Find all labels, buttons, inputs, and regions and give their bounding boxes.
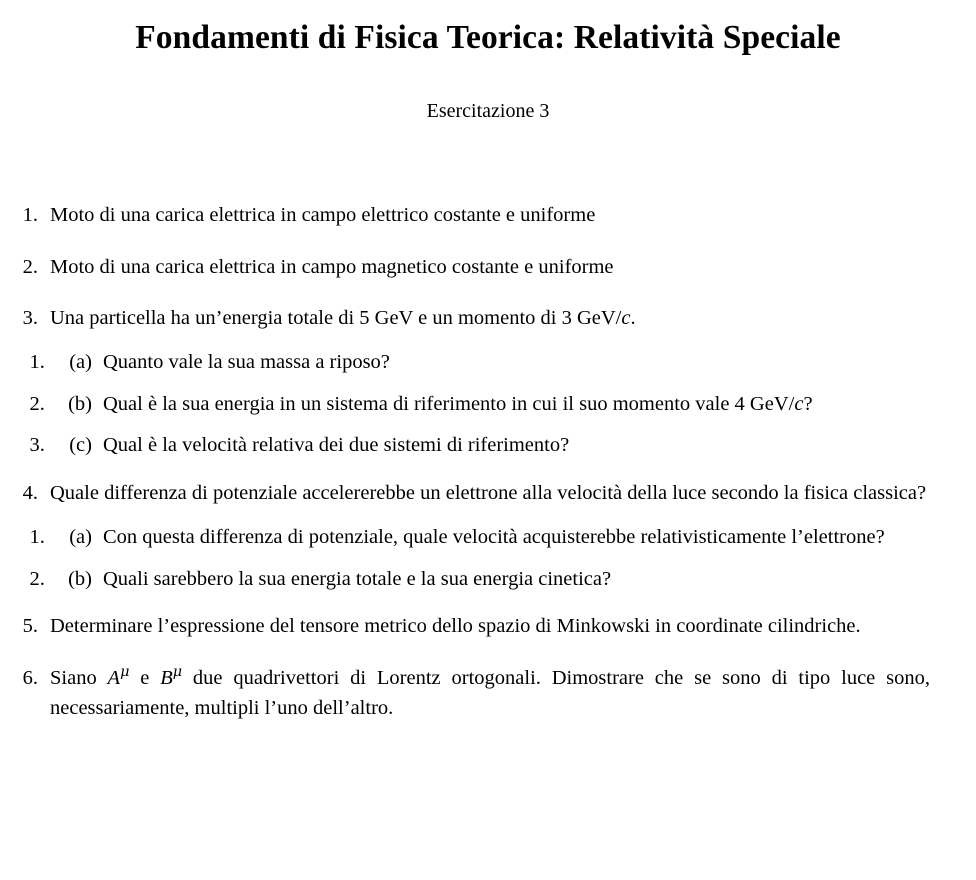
exercise-item-3 [0,304,976,461]
math-superscript-mu: μ [120,664,130,681]
exercise-marker: 6. 6. [22,667,38,690]
exercise-marker: 5. 5. [22,615,38,638]
subexercise-text-lead: Qual è la sua energia in un sistema di riferimento in cui il suo momento vale 4 GeV/ [103,392,795,415]
exercise-text-lead: Una particella ha un’energia totale di 5 GeV e un momento di 3 GeV/ [50,307,622,330]
exercise-text-part1: Siano [50,667,108,690]
subexercise-text: Con questa differenza di potenziale, quale velocità acquisterebbe relativisticamente l’elettrone? [103,525,885,548]
exercise-marker: 3. 3. [22,307,38,330]
exercise-text [50,307,636,329]
exercise-item-5 [0,612,976,642]
exercise-item-1 [0,201,976,231]
math-fourvector-b [160,664,183,690]
exercise-item-2 [0,253,976,283]
math-symbol-c: c [621,307,631,330]
exercise-text: Quale differenza di potenziale accelererebbe un elettrone alla velocità della luce secondo la fisica classica? [50,482,927,505]
exercise-text-part3: due quadrivettori di Lorentz ortogonali. Dimostrare che se sono di tipo luce sono, necessariamente, multipli l’uno dell’altro. [50,667,930,719]
subexercise-marker: 3. (c) [69,434,92,457]
math-symbol-c: c [794,392,804,415]
document-title: Fondamenti di Fisica Teorica: Relatività Speciale [135,19,841,56]
subexercise-text: Qual è la velocità relativa dei due sistemi di riferimento? [103,434,570,457]
exercise-text-part2: e [129,667,161,690]
subexercise-text-tail: ? [803,392,813,415]
subexercise-marker: 1. (a) [69,351,92,373]
subexercise-item-4b [50,565,930,595]
math-base-b: B [160,667,173,690]
subexercise-item-4a [50,523,930,553]
subexercise-marker: 1. (a) [69,525,92,548]
subexercise-item-3b [50,390,930,420]
exercise-marker: 4. 4. [22,482,38,505]
subexercise-item-3c [50,431,930,461]
subexercise-list [50,523,930,594]
subexercise-list [50,348,930,461]
exercise-text-tail: . [630,307,636,330]
subexercise-text: Quanto vale la sua massa a riposo? [103,351,390,373]
document-subtitle: Esercitazione 3 [426,99,550,122]
math-superscript-mu: μ [172,664,183,681]
subexercise-item-3a [50,348,930,378]
subexercise-marker: 2. (b) [68,392,92,415]
exercise-list [0,123,976,724]
exercise-text: Determinare l’espressione del tensore metrico dello spazio di Minkowski in coordinate cilindriche. [50,615,861,638]
math-base-a: A [107,667,121,690]
exercise-item-6 [0,664,976,723]
subexercise-text [103,393,813,415]
subexercise-marker: 2. (b) [68,567,92,590]
subexercise-text: Quali sarebbero la sua energia totale e la sua energia cinetica? [103,567,612,590]
math-fourvector-a [107,664,130,690]
exercise-text [50,664,930,719]
exercise-text: Moto di una carica elettrica in campo elettrico costante e uniforme [50,203,596,226]
exercise-item-4 [0,479,976,594]
exercise-marker: 1. 1. [22,203,38,226]
exercise-marker: 2. 2. [22,255,38,278]
exercise-text: Moto di una carica elettrica in campo magnetico costante e uniforme [50,255,614,278]
